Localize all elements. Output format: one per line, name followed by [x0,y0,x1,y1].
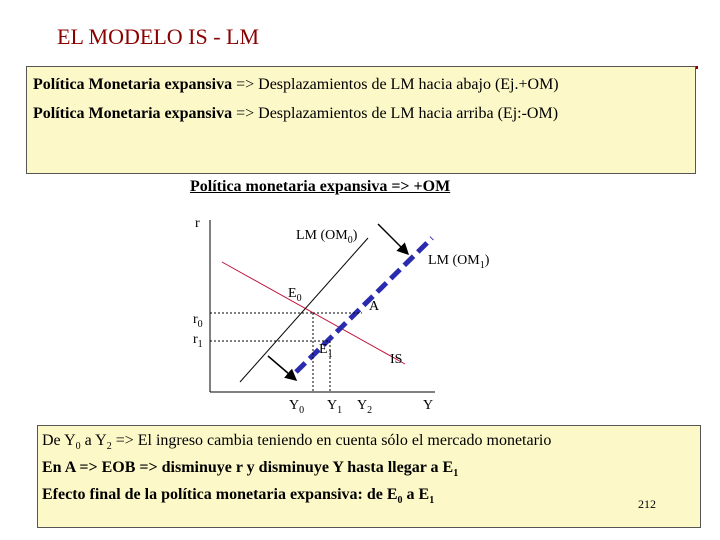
lm0-label [296,228,357,246]
bottom-line-2 [42,457,700,484]
y1-label [327,398,342,416]
point-a-label: A [369,299,380,314]
e1-text: E [319,342,328,357]
top-line-2-text: => Desplazamientos de LM hacia arriba (Ej:-OM) [232,105,559,122]
lm1-close: ) [484,253,490,268]
is-lm-diagram [0,176,720,426]
b3-b: a E [402,486,430,504]
top-line-2 [33,99,695,128]
shift-arrow-upper [378,224,408,254]
bottom-line-1 [42,430,700,457]
r0-label [193,312,203,330]
b1-sub2: 2 [106,441,112,453]
r1-sub: 1 [197,338,203,350]
y2-text: Y [357,398,368,413]
bottom-text-box [37,425,701,528]
y1-sub: 1 [337,404,343,416]
lm0-curve [240,238,368,382]
shift-arrow-lower [268,356,296,380]
is-label: IS [390,352,403,367]
y0-text: Y [289,398,300,413]
b2-a: En A => EOB => disminuye r y disminuye Y hasta llegar a E [42,459,454,477]
slide-title: EL MODELO IS - LM [57,24,260,49]
y2-label [357,398,372,416]
e1-sub: 1 [327,348,333,360]
e1-label [319,342,333,360]
y0-label [289,398,304,416]
lm0-close: ) [352,228,358,243]
y1-text: Y [327,398,338,413]
b1-c: => El ingreso cambia teniendo en cuenta sólo el mercado monetario [111,432,552,449]
b1-b: a Y [80,432,107,449]
r0-sub: 0 [197,318,203,330]
b1-a: De Y [42,432,76,449]
lm1-curve [296,238,432,372]
lm1-label [428,253,489,271]
lm0-sub: 0 [347,234,353,246]
b2-sub: 1 [453,468,459,480]
r1-label [193,332,203,350]
r1-text: r [193,332,198,347]
page-number: 212 [638,497,656,511]
diagram-heading: Política monetaria expansiva => +OM [190,178,451,195]
y0-sub: 0 [299,404,305,416]
bottom-line-3 [42,484,700,511]
y2-sub: 2 [367,404,373,416]
top-line-1-text: => Desplazamientos de LM hacia abajo (Ej.+OM) [232,76,559,93]
lm1-text: LM (OM [428,253,480,268]
b3-sub0: 0 [397,495,403,507]
lm1-sub: 1 [479,259,485,271]
top-text-box [26,66,696,174]
r0-text: r [193,312,198,327]
top-line-2-bold: Política Monetaria expansiva [33,105,233,122]
e0-text: E [288,286,297,301]
axis-label-r: r [195,216,200,231]
b1-sub0: 0 [75,441,81,453]
diagram-canvas [0,176,720,426]
axis-label-y: Y [423,398,434,413]
e0-label [288,286,302,304]
top-line-1-bold: Política Monetaria expansiva [33,76,233,93]
b3-sub1: 1 [429,495,435,507]
lm0-text: LM (OM [296,228,348,243]
b3-a: Efecto final de la política monetaria expansiva: de E [42,486,398,504]
top-line-1 [33,70,695,99]
e0-sub: 0 [296,292,302,304]
